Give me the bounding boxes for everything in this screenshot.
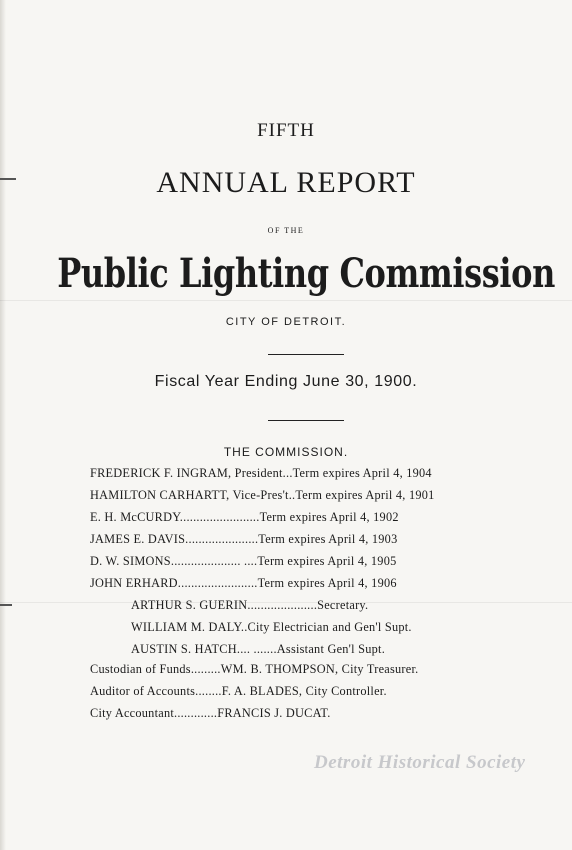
- staff-line: AUSTIN S. HATCH.... .......Assistant Gen'l Supt.: [131, 642, 386, 656]
- report-title: ANNUAL REPORT: [156, 166, 416, 199]
- divider-rule: [268, 354, 344, 355]
- commission-title: Public Lighting Commission: [57, 250, 555, 297]
- officer-line: City Accountant.............FRANCIS J. DUCAT.: [90, 706, 331, 720]
- member-line: JOHN ERHARD........................Term expires April 4, 1906: [90, 576, 397, 590]
- watermark-text: Detroit Historical Society: [314, 752, 526, 773]
- report-ordinal: FIFTH: [257, 120, 315, 141]
- commission-heading: THE COMMISSION.: [223, 445, 349, 459]
- officer-line: Custodian of Funds.........WM. B. THOMPSON, City Treasurer.: [90, 662, 419, 676]
- member-line: D. W. SIMONS..................... ....Term expires April 4, 1905: [90, 554, 397, 568]
- officer-line: Auditor of Accounts........F. A. BLADES, City Controller.: [90, 684, 387, 698]
- member-line: HAMILTON CARHARTT, Vice-Pres't..Term expires April 4, 1901: [90, 488, 435, 502]
- staff-line: WILLIAM M. DALY..City Electrician and Gen'l Supt.: [131, 620, 412, 634]
- staff-line: ARTHUR S. GUERIN.....................Secretary.: [131, 598, 369, 612]
- member-line: JAMES E. DAVIS......................Term expires April 4, 1903: [90, 532, 398, 546]
- paper-edge-mark: [0, 604, 12, 606]
- of-the-label: OF THE: [267, 226, 305, 235]
- divider-rule: [268, 420, 344, 421]
- paper-fold: [0, 300, 572, 301]
- fiscal-year-label: Fiscal Year Ending June 30, 1900.: [154, 373, 418, 390]
- member-line: FREDERICK F. INGRAM, President...Term expires April 4, 1904: [90, 466, 432, 480]
- member-line: E. H. McCURDY........................Term expires April 4, 1902: [90, 510, 399, 524]
- city-label: CITY OF DETROIT.: [225, 316, 347, 328]
